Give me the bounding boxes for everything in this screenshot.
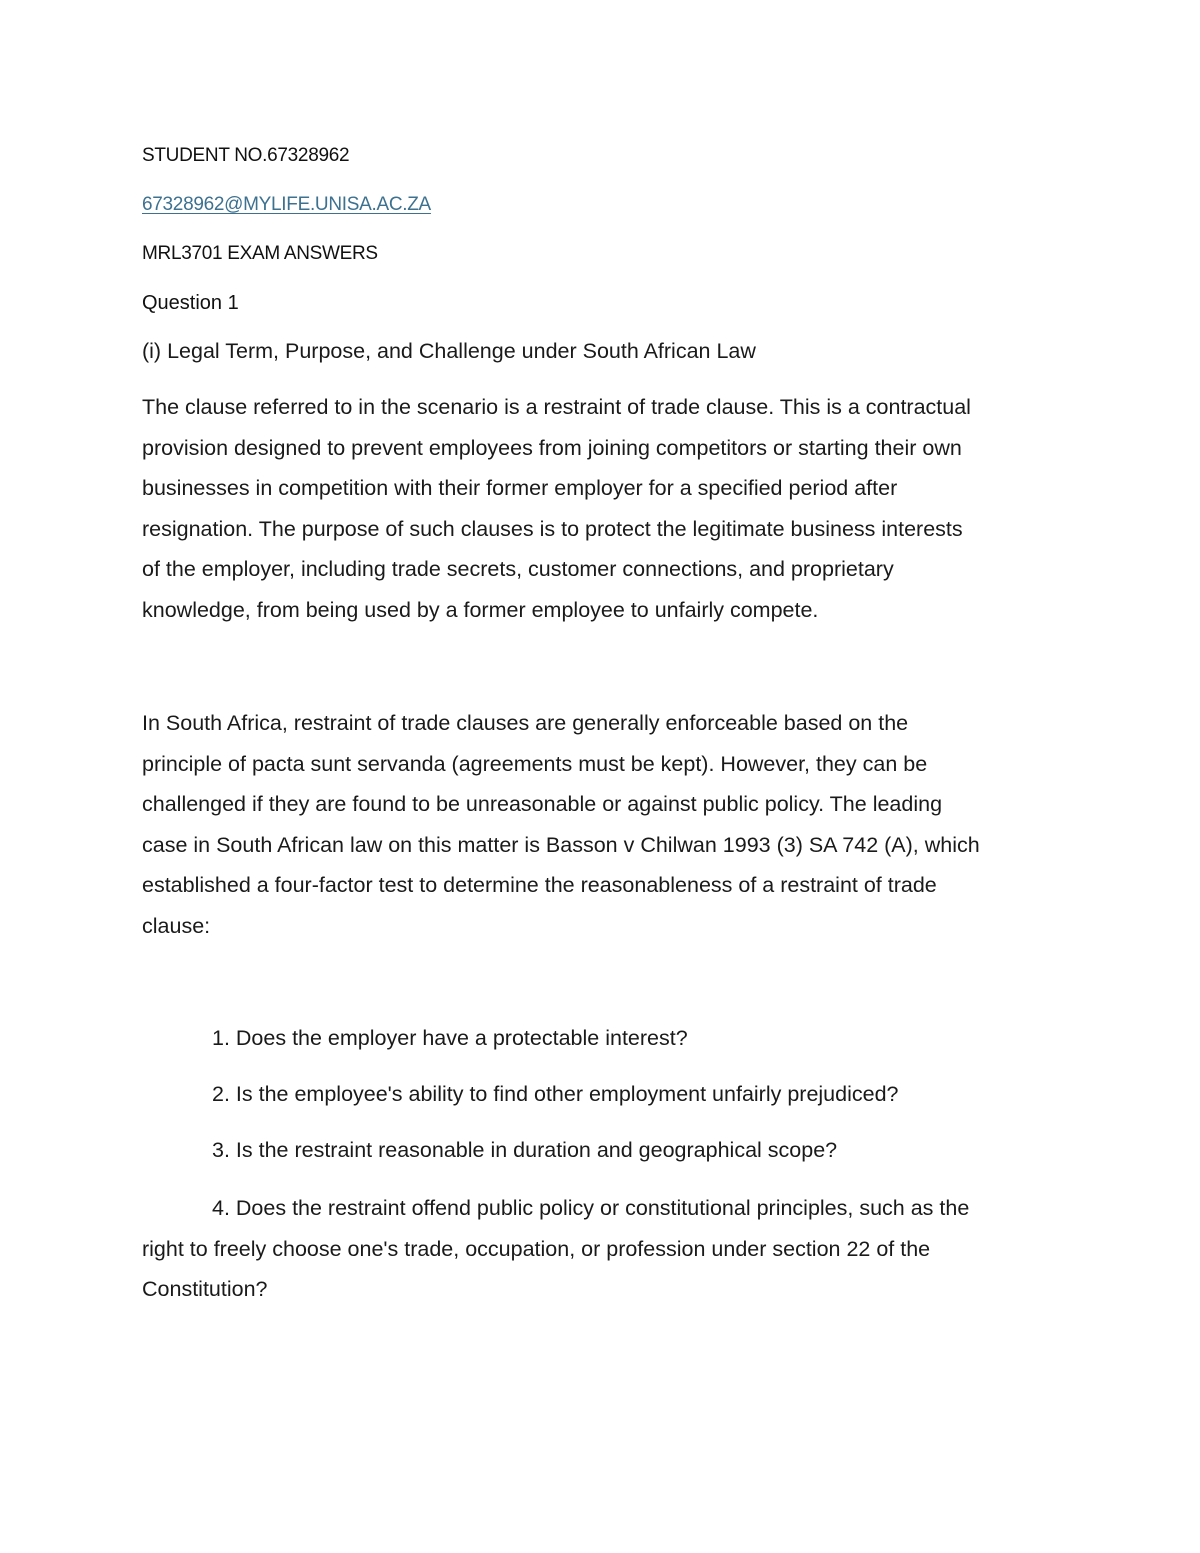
factor-4-line: right to freely choose one's trade, occupation, or profession under section 22 of the bbox=[142, 1236, 931, 1261]
factor-4-line: 4. Does the restraint offend public policy or constitutional principles, such as the bbox=[212, 1196, 970, 1220]
paragraph-line: provision designed to prevent employees from joining competitors or starting their own bbox=[142, 435, 962, 460]
paragraph-line: principle of pacta sunt servanda (agreements must be kept). However, they can be bbox=[142, 751, 928, 776]
paragraph-line: The clause referred to in the scenario is a restraint of trade clause. This is a contractual bbox=[142, 395, 971, 419]
paragraph-line: established a four-factor test to determine the reasonableness of a restraint of trade bbox=[142, 873, 937, 898]
factor-4-line: Constitution? bbox=[142, 1277, 268, 1302]
paragraph-line: challenged if they are found to be unreasonable or against public policy. The leading bbox=[142, 792, 943, 817]
factor-item-2: 2. Is the employee's ability to find other employment unfairly prejudiced? bbox=[212, 1082, 899, 1106]
factor-item-1: 1. Does the employer have a protectable interest? bbox=[212, 1026, 688, 1050]
question-heading: Question 1 bbox=[142, 292, 239, 314]
paragraph-line: case in South African law on this matter is Basson v Chilwan 1993 (3) SA 742 (A), which bbox=[142, 832, 980, 857]
paragraph-enforceability bbox=[142, 703, 1077, 947]
email-link[interactable]: 67328962@MYLIFE.UNISA.AC.ZA bbox=[142, 194, 431, 215]
student-number: STUDENT NO.67328962 bbox=[142, 145, 350, 166]
exam-title: MRL3701 EXAM ANSWERS bbox=[142, 243, 378, 264]
paragraph-line: knowledge, from being used by a former employee to unfairly compete. bbox=[142, 597, 819, 622]
paragraph-line: of the employer, including trade secrets, customer connections, and proprietary bbox=[142, 557, 894, 582]
paragraph-restraint-definition bbox=[142, 387, 1077, 631]
paragraph-line: businesses in competition with their former employer for a specified period after bbox=[142, 476, 898, 501]
paragraph-line: resignation. The purpose of such clauses is to protect the legitimate business interests bbox=[142, 516, 963, 541]
paragraph-line: clause: bbox=[142, 913, 211, 938]
question-subheading: (i) Legal Term, Purpose, and Challenge under South African Law bbox=[142, 339, 756, 363]
paragraph-line: In South Africa, restraint of trade clauses are generally enforceable based on the bbox=[142, 711, 909, 735]
factor-item-3: 3. Is the restraint reasonable in duration and geographical scope? bbox=[212, 1138, 838, 1162]
factor-item-4 bbox=[142, 1188, 1077, 1310]
